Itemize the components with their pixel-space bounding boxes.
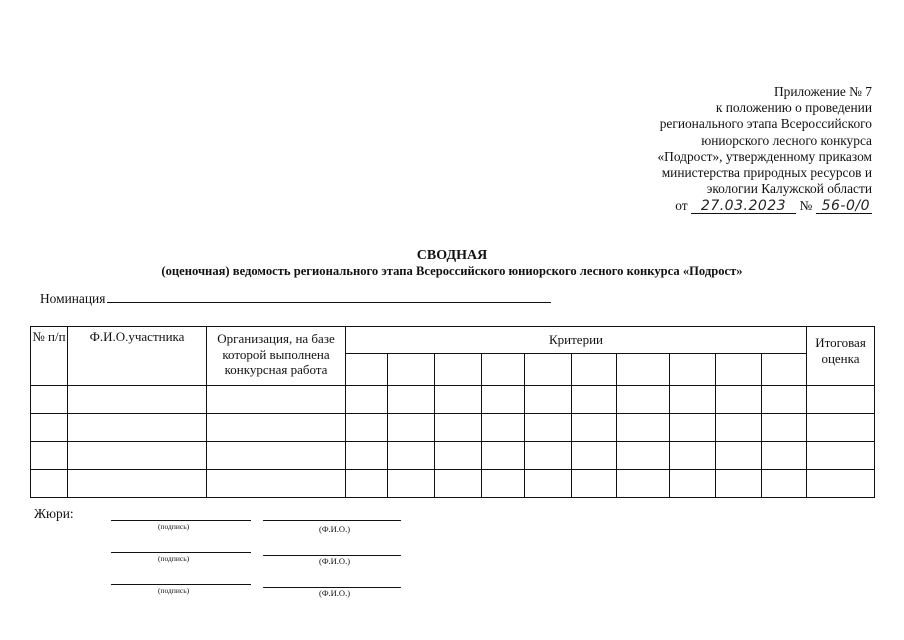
table-row [31, 414, 875, 442]
title-subtitle: (оценочная) ведомость регионального этапа Всероссийского юниорского лесного конкурса «Подрост» [161, 264, 743, 278]
table-cell [807, 386, 875, 414]
table-cell [68, 386, 207, 414]
table-cell [807, 442, 875, 470]
table-cell [207, 414, 346, 442]
table-cell [716, 414, 762, 442]
criteria-cell [716, 354, 762, 386]
table-cell [762, 442, 807, 470]
annex-line: юниорского лесного конкурса [701, 132, 872, 148]
criteria-cell [435, 354, 482, 386]
table-cell [68, 414, 207, 442]
criteria-cell [572, 354, 617, 386]
col-header-organization: Организация, на базе которой выполнена конкурсная работа [207, 327, 346, 386]
table-cell [346, 442, 388, 470]
col-header-participant: Ф.И.О.участника [68, 327, 207, 386]
table-cell [482, 470, 525, 498]
table-cell [670, 414, 716, 442]
table-cell [670, 386, 716, 414]
table-cell [31, 386, 68, 414]
signature-caption: (подпись) [158, 522, 190, 531]
order-number: 56-0/0 [816, 199, 872, 214]
table-cell [525, 386, 572, 414]
annex-block [657, 84, 872, 215]
table-cell [762, 470, 807, 498]
title-main: СВОДНАЯ [416, 248, 488, 263]
table-cell [388, 442, 435, 470]
table-cell [617, 386, 670, 414]
nomination-field [40, 289, 551, 307]
annex-line: «Подрост», утвержденному приказом [657, 148, 872, 164]
nomination-label: Номинация [40, 291, 106, 306]
signature-caption: (подпись) [158, 586, 190, 595]
table-cell [525, 414, 572, 442]
table-header-row [31, 327, 875, 354]
table-cell [388, 386, 435, 414]
criteria-cell [670, 354, 716, 386]
table-cell [670, 442, 716, 470]
table-cell [716, 470, 762, 498]
signature-line [111, 584, 251, 585]
table-cell [435, 386, 482, 414]
table-cell [31, 414, 68, 442]
table-cell [716, 386, 762, 414]
criteria-cell [388, 354, 435, 386]
table-cell [68, 442, 207, 470]
col-header-total: Итоговая оценка [807, 327, 875, 386]
table-cell [207, 470, 346, 498]
table-row [31, 442, 875, 470]
table-cell [346, 386, 388, 414]
table-cell [617, 470, 670, 498]
table-cell [670, 470, 716, 498]
criteria-cell [482, 354, 525, 386]
table-cell [388, 470, 435, 498]
annex-line: регионального этапа Всероссийского [659, 116, 872, 132]
table-cell [31, 442, 68, 470]
table-cell [207, 386, 346, 414]
table-cell [482, 386, 525, 414]
table-cell [68, 470, 207, 498]
criteria-cell [617, 354, 670, 386]
table-cell [762, 386, 807, 414]
name-caption: (Ф.И.О.) [319, 524, 351, 534]
table-cell [572, 386, 617, 414]
signature-line [111, 552, 251, 553]
table-cell [435, 470, 482, 498]
table-cell [572, 470, 617, 498]
table-cell [807, 414, 875, 442]
criteria-cell [762, 354, 807, 386]
annex-line: экологии Калужской области [706, 181, 872, 197]
order-reference [657, 198, 872, 214]
col-header-number: № п/п [31, 327, 68, 386]
table-cell [572, 414, 617, 442]
annex-line: к положению о проведении [715, 100, 872, 116]
nomination-blank-line [107, 289, 551, 303]
name-line [263, 520, 401, 521]
table-row [31, 470, 875, 498]
number-label: № [799, 198, 813, 214]
table-cell [807, 470, 875, 498]
criteria-cell [346, 354, 388, 386]
table-cell [617, 414, 670, 442]
document-title [0, 248, 904, 279]
table-cell [435, 414, 482, 442]
table-cell [525, 470, 572, 498]
order-date: 27.03.2023 [691, 199, 796, 214]
table-cell [207, 442, 346, 470]
table-cell [346, 414, 388, 442]
jury-label: Жюри: [34, 506, 74, 521]
table-cell [572, 442, 617, 470]
name-caption: (Ф.И.О.) [319, 588, 351, 598]
table-cell [525, 442, 572, 470]
col-header-criteria: Критерии [346, 327, 807, 354]
table-cell [31, 470, 68, 498]
name-caption: (Ф.И.О.) [319, 556, 351, 566]
criteria-cell [525, 354, 572, 386]
annex-line: Приложение № 7 [773, 84, 872, 99]
annex-line: министерства природных ресурсов и [661, 165, 872, 181]
table-cell [388, 414, 435, 442]
signature-caption: (подпись) [158, 554, 190, 563]
table-cell [482, 442, 525, 470]
table-cell [762, 414, 807, 442]
from-label: от [675, 198, 688, 214]
signature-line [111, 520, 251, 521]
table-cell [617, 442, 670, 470]
table-cell [346, 470, 388, 498]
table-row [31, 386, 875, 414]
table-cell [716, 442, 762, 470]
table-cell [482, 414, 525, 442]
score-sheet-table [30, 326, 875, 498]
table-cell [435, 442, 482, 470]
